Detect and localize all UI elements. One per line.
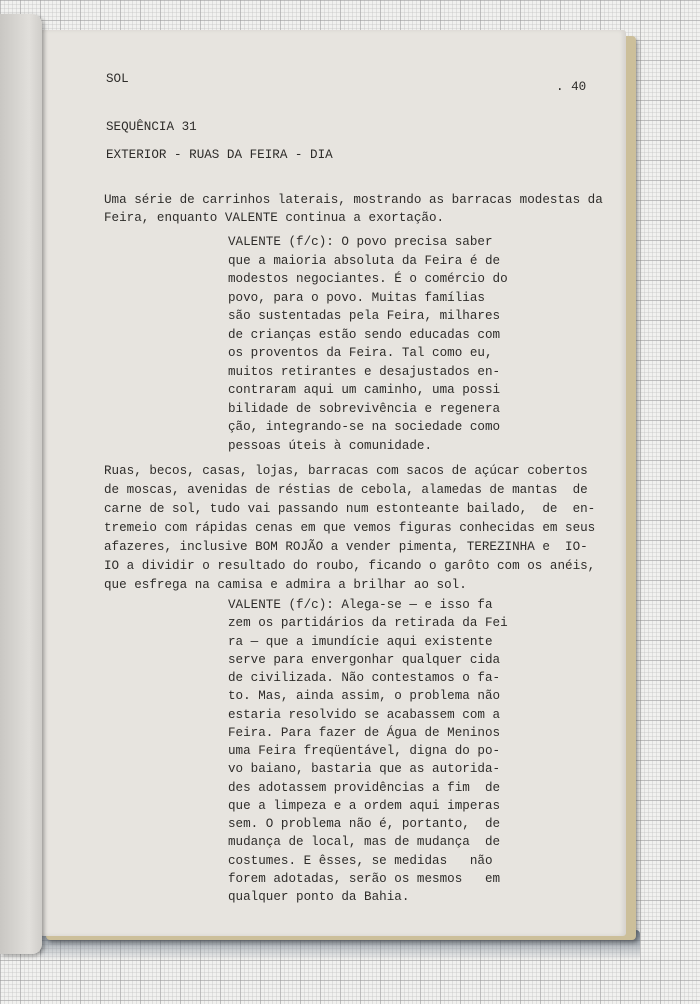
page-number: . 40	[556, 80, 587, 94]
dialogue-line: forem adotadas, serão os mesmos em	[228, 871, 501, 886]
narration-line: Uma série de carrinhos laterais, mostrando as barracas modestas da	[104, 193, 603, 207]
dialogue-line: to. Mas, ainda assim, o problema não	[228, 689, 501, 704]
sequence-title: SEQUÊNCIA 31	[106, 120, 197, 134]
left-page-leaf	[0, 14, 42, 954]
scene-location: EXTERIOR - RUAS DA FEIRA - DIA	[106, 148, 333, 162]
dialogue-line: sem. O problema não é, portanto, de	[228, 817, 501, 831]
dialogue-line: bilidade de sobrevivência e regenera	[228, 401, 501, 416]
dialogue-line: são sustentadas pela Feira, milhares	[228, 309, 501, 323]
dialogue-line: de crianças estão sendo educadas com	[228, 327, 501, 342]
dialogue-line: pessoas úteis à comunidade.	[228, 438, 433, 453]
narration-line: afazeres, inclusive BOM ROJÃO a vender pimenta, TEREZINHA e IO-	[104, 540, 588, 554]
dialogue-line: ra — que a imundície aqui existente	[228, 634, 493, 649]
dialogue-line: ção, integrando-se na sociedade como	[228, 420, 501, 434]
dialogue-line: povo, para o povo. Muitas famílias	[228, 290, 485, 305]
dialogue-line: os proventos da Feira. Tal como eu,	[228, 346, 493, 360]
narration-line: IO a dividir o resultado do roubo, ficando o garôto com os anéis,	[104, 559, 596, 573]
narration-line: carne de sol, tudo vai passando num estonteante bailado, de en-	[104, 502, 596, 516]
dialogue-line: qualquer ponto da Bahia.	[228, 890, 410, 904]
dialogue-line: estaria resolvido se acabassem com a	[228, 707, 501, 722]
dialogue-line: de civilizada. Não contestamos o fa-	[228, 671, 501, 685]
header-title: SOL	[106, 72, 129, 86]
dialogue-line: vo baiano, bastaria que as autorida-	[228, 762, 501, 777]
narration-line: Ruas, becos, casas, lojas, barracas com sacos de açúcar cobertos	[104, 464, 588, 478]
narration-line: tremeio com rápidas cenas em que vemos figuras conhecidas em seus	[104, 521, 596, 535]
dialogue-line: mudança de local, mas de mudança de	[228, 835, 501, 850]
dialogue-line: muitos retirantes e desajustados en-	[228, 364, 501, 379]
dialogue-line: VALENTE (f/c): O povo precisa saber	[228, 235, 493, 249]
dialogue-line: des adotassem providências a fim de	[228, 780, 501, 795]
dialogue-line: uma Feira freqüentável, digna do po-	[228, 744, 501, 758]
dialogue-line: Feira. Para fazer de Água de Meninos	[228, 725, 501, 740]
dialogue-line: costumes. E êsses, se medidas não	[228, 853, 493, 868]
dialogue-line: VALENTE (f/c): Alega-se — e isso fa	[228, 598, 493, 612]
dialogue-line: serve para envergonhar qualquer cida	[228, 652, 501, 667]
dialogue-line: zem os partidários da retirada da Fei	[228, 616, 508, 631]
narration-line: de moscas, avenidas de réstias de cebola, alamedas de mantas de	[104, 483, 588, 497]
narration-line: que esfrega na camisa e admira a brilhar ao sol.	[104, 578, 467, 592]
dialogue-line: que a limpeza e a ordem aqui imperas	[228, 798, 501, 813]
dialogue-line: modestos negociantes. É o comércio do	[228, 272, 508, 286]
dialogue-line: que a maioria absoluta da Feira é de	[228, 253, 501, 268]
narration-line: Feira, enquanto VALENTE continua a exortação.	[104, 211, 445, 225]
dialogue-line: contraram aqui um caminho, uma possi	[228, 383, 501, 397]
